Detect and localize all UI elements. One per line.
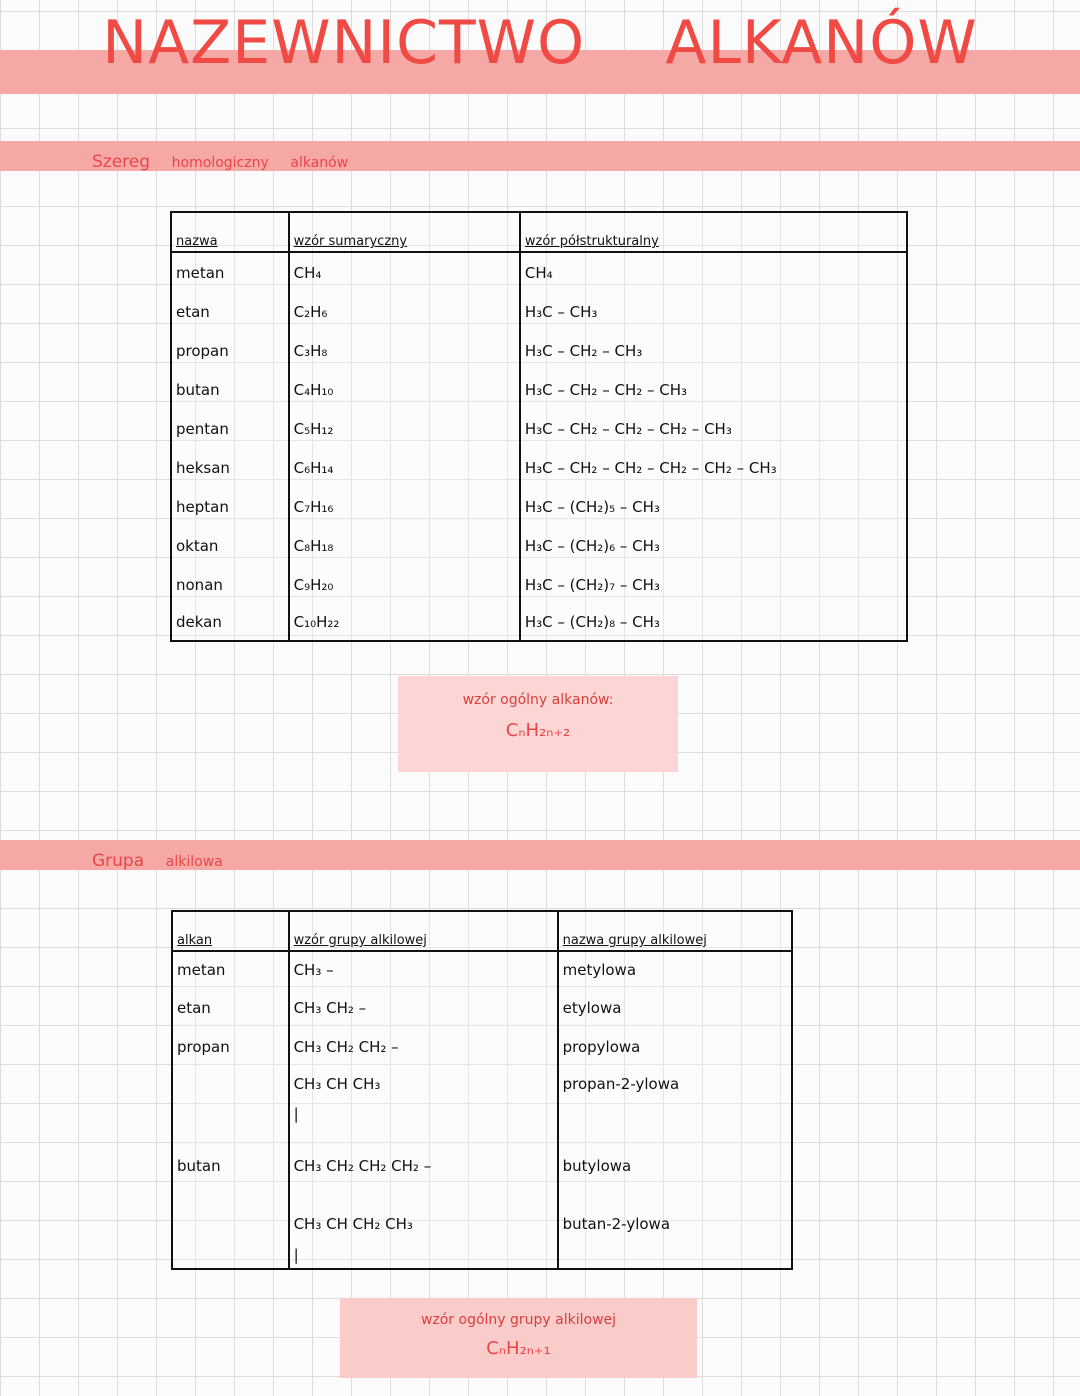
general-formula-alkyl-box [340, 1298, 697, 1378]
table-cell: H₃C – CH₂ – CH₂ – CH₂ – CH₃ [520, 409, 907, 448]
table-cell: H₃C – (CH₂)₇ – CH₃ [520, 565, 907, 604]
section1-label-red: Szereg [92, 152, 151, 172]
table-row [171, 448, 907, 487]
general-formula-label: wzór ogólny alkanów: [462, 692, 614, 708]
table-row [172, 1066, 792, 1102]
table-cell: propylowa [558, 1027, 792, 1066]
table-header-row [171, 212, 907, 252]
section2-label-red: Grupa [92, 851, 145, 871]
table-cell: butylowa [558, 1126, 792, 1206]
table-cell: CH₃ CH₂ – [289, 988, 558, 1027]
table-cell: H₃C – CH₃ [520, 292, 907, 331]
table-row [172, 988, 792, 1027]
table-cell: CH₄ [520, 252, 907, 292]
table-cell: | [289, 1102, 558, 1126]
table-row [171, 604, 907, 641]
table-cell: heptan [176, 497, 229, 516]
alkyl-group-table [171, 910, 793, 1270]
table-cell: heksan [176, 458, 230, 477]
header-name: nazwa [171, 212, 289, 252]
table-row [172, 1242, 792, 1269]
table-row [171, 526, 907, 565]
table-cell: H₃C – CH₂ – CH₂ – CH₃ [520, 370, 907, 409]
table-row [171, 252, 907, 292]
table-cell: oktan [176, 536, 219, 555]
table-header-row [172, 911, 792, 951]
section2-label-black: alkilowa [165, 854, 223, 870]
table-cell: metan [176, 263, 225, 282]
table-cell: H₃C – (CH₂)₈ – CH₃ [520, 604, 907, 641]
table-cell: C₇H₁₆ [289, 487, 520, 526]
table-cell: C₆H₁₄ [289, 448, 520, 487]
header-molecular-formula: wzór sumaryczny [289, 212, 520, 252]
table-cell: C₉H₂₀ [289, 565, 520, 604]
header-alkyl-name: nazwa grupy alkilowej [558, 911, 792, 951]
general-formula-value: CₙH₂ₙ₊₂ [505, 720, 571, 741]
table-cell: H₃C – CH₂ – CH₃ [520, 331, 907, 370]
section1-heading [92, 152, 348, 172]
table-cell: C₁₀H₂₂ [289, 604, 520, 641]
header-alkane: alkan [172, 911, 289, 951]
table-cell: etylowa [558, 988, 792, 1027]
header-semi-structural-formula: wzór półstrukturalny [520, 212, 907, 252]
table-cell: etan [176, 302, 210, 321]
table-cell: CH₃ CH CH₂ CH₃ [289, 1206, 558, 1242]
table-row [171, 565, 907, 604]
table-cell: propan-2-ylowa [558, 1066, 792, 1102]
table-row [172, 1126, 792, 1206]
table-cell: butan [176, 380, 220, 399]
table-cell: CH₃ CH CH₃ [289, 1066, 558, 1102]
table-cell: H₃C – CH₂ – CH₂ – CH₂ – CH₂ – CH₃ [520, 448, 907, 487]
table-cell: C₄H₁₀ [289, 370, 520, 409]
table-cell [172, 1242, 289, 1269]
table-row [172, 951, 792, 988]
table-cell: propan [177, 1037, 230, 1056]
table-row [172, 1102, 792, 1126]
table-cell: CH₃ CH₂ CH₂ CH₂ – [289, 1126, 558, 1206]
homologous-series-table [170, 211, 908, 642]
title-word-1: NAZEWNICTWO [102, 8, 586, 78]
table-cell: etan [177, 998, 211, 1017]
table-row [171, 409, 907, 448]
table-cell: C₃H₈ [289, 331, 520, 370]
table-cell [172, 1206, 289, 1242]
table-row [171, 331, 907, 370]
table-cell: CH₃ – [289, 951, 558, 988]
table-cell: CH₃ CH₂ CH₂ – [289, 1027, 558, 1066]
table-cell: propan [176, 341, 229, 360]
title-word-2: ALKANÓW [665, 8, 978, 78]
table-row [172, 1027, 792, 1066]
table-cell: CH₄ [289, 252, 520, 292]
header-alkyl-formula: wzór grupy alkilowej [289, 911, 558, 951]
general-formula-alkyl-value: CₙH₂ₙ₊₁ [486, 1338, 551, 1359]
section1-label-black: alkanów [290, 155, 349, 171]
table-cell: dekan [176, 613, 222, 631]
table-cell: nonan [176, 575, 223, 594]
table-cell: butan [177, 1157, 221, 1175]
table-cell: metan [177, 961, 226, 979]
section2-heading [92, 851, 223, 871]
table-row [171, 487, 907, 526]
table-cell [558, 1102, 792, 1126]
table-cell [558, 1242, 792, 1269]
table-cell: pentan [176, 419, 229, 438]
table-row [171, 370, 907, 409]
table-row [171, 292, 907, 331]
page-title [0, 8, 1080, 78]
table-cell: | [289, 1242, 558, 1269]
table-cell: H₃C – (CH₂)₅ – CH₃ [520, 487, 907, 526]
table-cell [172, 1102, 289, 1126]
table-cell: C₅H₁₂ [289, 409, 520, 448]
table-row [172, 1206, 792, 1242]
general-formula-alkyl-label: wzór ogólny grupy alkilowej [420, 1312, 617, 1328]
table-cell: H₃C – (CH₂)₆ – CH₃ [520, 526, 907, 565]
general-formula-alkanes-box [398, 676, 678, 772]
table-cell: C₈H₁₈ [289, 526, 520, 565]
table-cell: metylowa [558, 951, 792, 988]
table-cell [172, 1066, 289, 1102]
section1-label-red2: homologiczny [171, 155, 269, 171]
table-cell: butan-2-ylowa [558, 1206, 792, 1242]
table-cell: C₂H₆ [289, 292, 520, 331]
